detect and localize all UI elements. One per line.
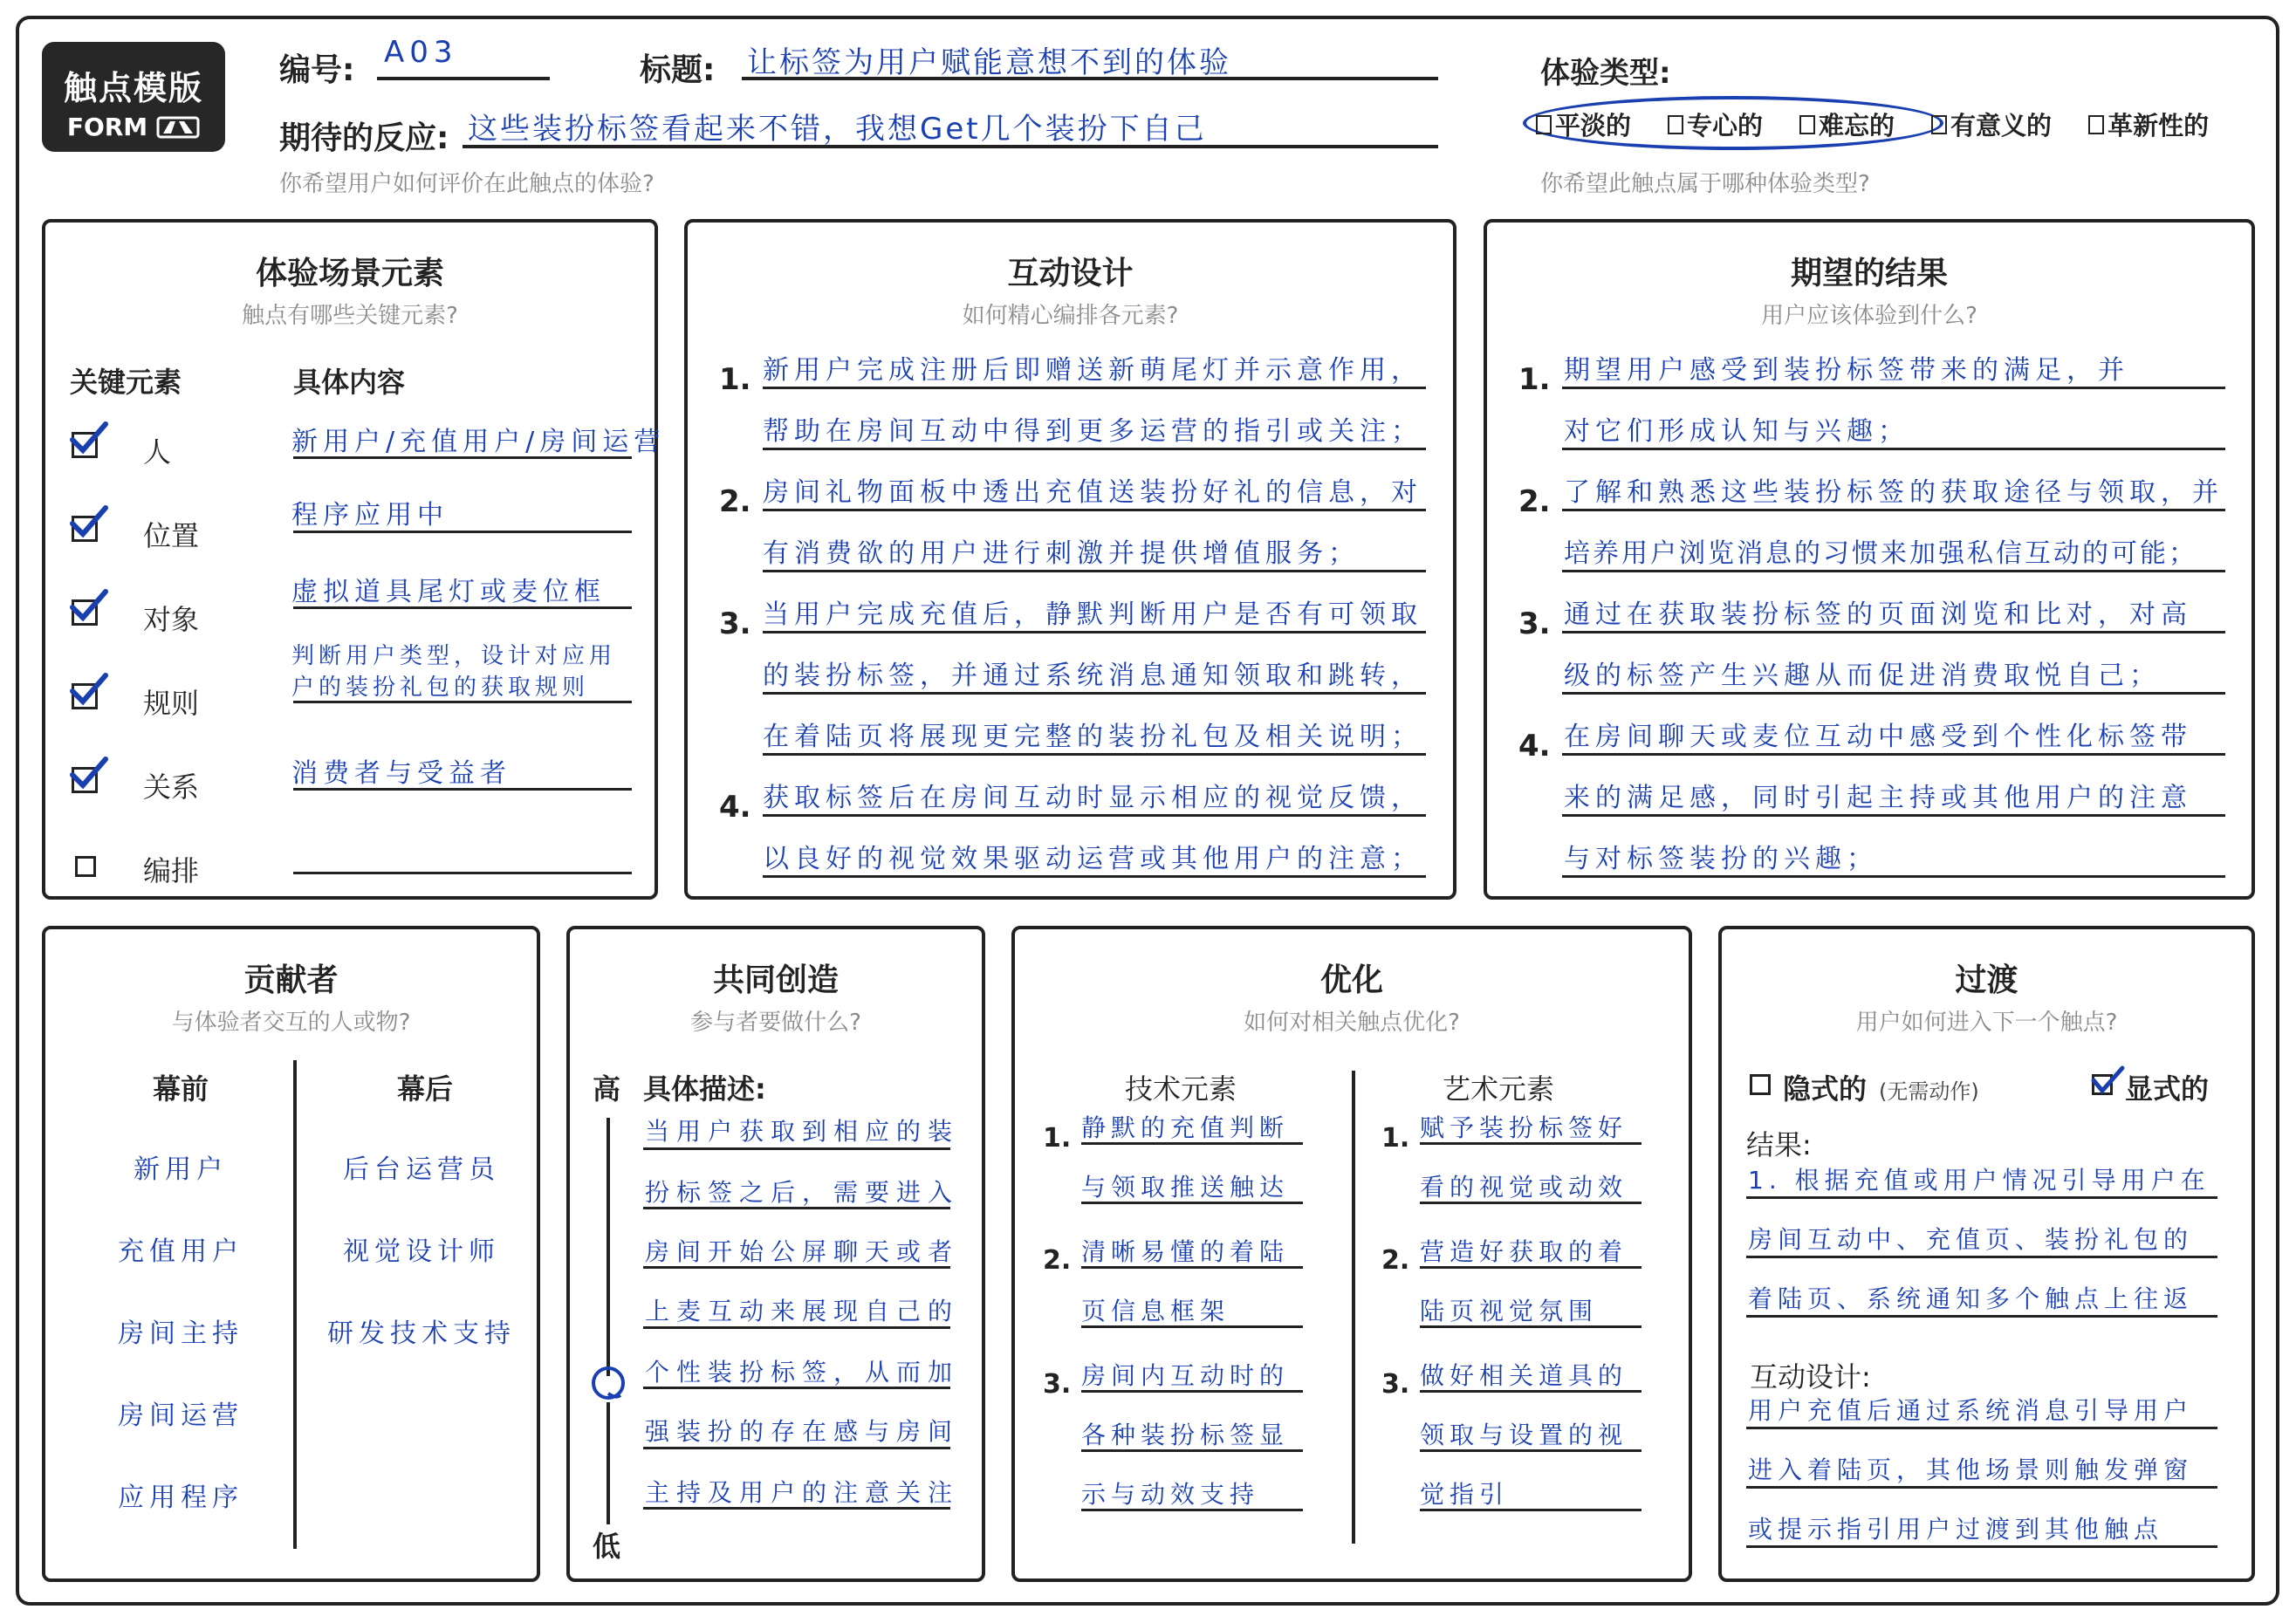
row-value-relationship[interactable]: 消费者与受益者	[291, 758, 511, 789]
row-value-location[interactable]: 程序应用中	[291, 500, 449, 531]
scale-low-label: 低	[593, 1530, 621, 1563]
checkbox-icon	[2088, 115, 2104, 134]
logo-subtitle: FORM	[66, 113, 148, 141]
front-stage-item[interactable]: 充值用户	[118, 1236, 243, 1267]
type-label: 体验类型:	[1540, 56, 1671, 91]
panel-scene-elements	[42, 219, 666, 900]
col-key-elements: 关键元素	[70, 366, 182, 399]
panel-title: 互动设计	[1007, 256, 1134, 291]
outcome-line[interactable]: 对它们形成认知与兴趣；	[1564, 416, 1909, 447]
back-stage-item[interactable]: 后台运营员	[343, 1154, 500, 1185]
panel-expected-outcome: 期望的结果 用户应该体验到什么? 1. 期望用户感受到装扮标签带来的满足，并 对它们形成认知与兴趣； 2. 了解和熟悉这些装扮标签的获取途径与领取，并 培养用户浏览消息的习惯来加强私信互动的可能； 3. 通过在获取装扮标签的页面浏览和比对，对高 级的标签产生兴趣从而促进消费取悦自己； 4. 在房间聊天或麦位互动中感受到个性化标签带 来的满足感，同时引起主持或其他用户的注意 与对标签装扮的兴趣；	[1484, 219, 2255, 900]
tech-line[interactable]: 清晰易懂的着陆	[1081, 1237, 1290, 1266]
art-line[interactable]: 看的视觉或动效	[1420, 1173, 1628, 1202]
row-label-location: 位置	[143, 519, 200, 552]
scale-slider-handle-icon[interactable]	[589, 1364, 629, 1404]
column-divider	[293, 1060, 297, 1549]
row-label-relationship: 关系	[143, 770, 200, 804]
tech-line[interactable]: 房间内互动时的	[1081, 1361, 1290, 1390]
row-value-rules-line1[interactable]: 判断用户类型，设计对应用	[291, 643, 617, 669]
reaction-underline	[463, 145, 1438, 148]
back-stage-item[interactable]: 研发技术支持	[327, 1318, 516, 1349]
art-line[interactable]: 赋予装扮标签好	[1420, 1113, 1628, 1142]
checkbox-icon	[1931, 115, 1947, 134]
id-label: 编号:	[279, 52, 355, 88]
interaction-line[interactable]: 以良好的视觉效果驱动运营或其他用户的注意；	[763, 844, 1422, 874]
result-line[interactable]: 着陆页、系统通知多个触点上往返	[1748, 1284, 2194, 1313]
checkbox-explicit[interactable]	[2092, 1074, 2113, 1095]
back-stage-item[interactable]: 视觉设计师	[343, 1236, 500, 1267]
title-underline	[742, 77, 1438, 80]
panel-title: 期望的结果	[1790, 256, 1948, 291]
checkbox-choreography[interactable]	[75, 856, 96, 877]
participation-scale-line	[607, 1118, 610, 1376]
type-option-meaningful[interactable]: 有意义的	[1931, 106, 2052, 142]
reaction-value[interactable]: 这些装扮标签看起来不错，我想Get几个装扮下自己	[468, 112, 1207, 147]
panel-subtitle: 触点有哪些关键元素?	[242, 303, 458, 329]
outcome-line[interactable]: 在房间聊天或麦位互动中感受到个性化标签带	[1564, 722, 2192, 752]
design-line[interactable]: 进入着陆页，其他场景则触发弹窗	[1748, 1455, 2194, 1484]
checkbox-object[interactable]	[72, 599, 98, 626]
row-value-rules-line2[interactable]: 户的装扮礼包的获取规则	[291, 675, 590, 701]
checkbox-icon	[1668, 115, 1683, 134]
interaction-line[interactable]: 房间礼物面板中透出充值送装扮好礼的信息，对	[763, 477, 1422, 508]
type-option-innovative[interactable]: 革新性的	[2088, 106, 2209, 142]
interaction-line[interactable]: 当用户完成充值后，静默判断用户是否有可领取	[763, 599, 1422, 630]
panel-title: 贡献者	[243, 962, 339, 998]
row-label-choreography: 编排	[143, 854, 200, 887]
result-label: 结果:	[1746, 1128, 1812, 1161]
checkbox-rules[interactable]	[72, 683, 98, 709]
tech-elements-label: 技术元素	[1124, 1072, 1237, 1106]
outcome-line[interactable]: 培养用户浏览消息的习惯来加强私信互动的可能；	[1564, 538, 2197, 569]
design-line[interactable]: 或提示指引用户过渡到其他触点	[1748, 1515, 2164, 1544]
tech-line[interactable]: 页信息框架	[1081, 1297, 1230, 1325]
outcome-line[interactable]: 期望用户感受到装扮标签带来的满足，并	[1564, 355, 2129, 386]
cocreate-line[interactable]: 当用户获取到相应的装	[645, 1117, 960, 1146]
result-line[interactable]: 1. 根据充值或用户情况引导用户在	[1748, 1166, 2210, 1195]
checkbox-location[interactable]	[72, 516, 98, 542]
cocreate-line[interactable]: 主持及用户的注意关注	[645, 1478, 960, 1507]
interaction-line[interactable]: 有消费欲的用户进行刺激并提供增值服务；	[763, 538, 1360, 569]
form-logo	[42, 42, 225, 152]
art-line[interactable]: 做好相关道具的	[1420, 1361, 1628, 1390]
row-label-object: 对象	[143, 603, 200, 636]
panel-title: 体验场景元素	[255, 256, 444, 291]
front-stage-label: 幕前	[152, 1072, 209, 1106]
art-line[interactable]: 觉指引	[1420, 1480, 1510, 1509]
implicit-note: (无需动作)	[1879, 1079, 1979, 1104]
cocreate-line[interactable]: 房间开始公屏聊天或者	[645, 1237, 960, 1266]
interaction-line[interactable]: 获取标签后在房间互动时显示相应的视觉反馈，	[763, 783, 1422, 813]
reaction-label: 期待的反应:	[279, 120, 449, 156]
checkbox-icon	[1799, 115, 1815, 134]
panel-co-creation	[566, 926, 985, 1582]
tech-line[interactable]: 各种装扮标签显	[1081, 1421, 1290, 1449]
row-label-rules: 规则	[143, 687, 200, 720]
front-stage-item[interactable]: 房间主持	[118, 1318, 243, 1349]
panel-subtitle: 参与者要做什么?	[690, 1010, 861, 1036]
row-value-choreography[interactable]	[293, 872, 632, 874]
col-details: 具体内容	[293, 366, 406, 399]
logo-title: 触点模版	[63, 69, 203, 107]
tech-line[interactable]: 静默的充值判断	[1081, 1113, 1290, 1142]
description-label: 具体描述:	[643, 1072, 766, 1106]
id-underline	[377, 77, 550, 80]
cocreate-line[interactable]: 强装扮的存在感与房间	[645, 1417, 960, 1446]
front-stage-item[interactable]: 应用程序	[118, 1483, 243, 1513]
design-line[interactable]: 用户充值后通过系统消息引导用户	[1748, 1396, 2194, 1425]
art-line[interactable]: 领取与设置的视	[1420, 1421, 1628, 1449]
cocreate-line[interactable]: 上麦互动来展现自己的	[645, 1297, 960, 1325]
interaction-line[interactable]: 新用户完成注册后即赠送新萌尾灯并示意作用，	[763, 355, 1422, 386]
explicit-label: 显式的	[2125, 1072, 2210, 1106]
cocreate-line[interactable]: 扮标签之后，需要进入	[645, 1178, 960, 1207]
outcome-line[interactable]: 级的标签产生兴趣从而促进消费取悦自己；	[1564, 661, 2161, 691]
type-hint: 你希望此触点属于哪种体验类型?	[1540, 171, 1870, 197]
checkbox-implicit[interactable]	[1750, 1074, 1771, 1095]
back-stage-label: 幕后	[396, 1072, 453, 1106]
art-line[interactable]: 陆页视觉氛围	[1420, 1297, 1599, 1325]
design-label: 互动设计:	[1750, 1360, 1871, 1394]
art-elements-label: 艺术元素	[1442, 1072, 1554, 1106]
interaction-line[interactable]: 帮助在房间互动中得到更多运营的指引或关注；	[763, 416, 1422, 447]
front-stage-item[interactable]: 房间运营	[118, 1400, 243, 1431]
panel-interaction-design: 互动设计 如何精心编排各元素? 1. 新用户完成注册后即赠送新萌尾灯并示意作用， 帮助在房间互动中得到更多运营的指引或关注； 2. 房间礼物面板中透出充值送装扮好礼的信息，对 有消费欲的用户进行刺激并提供增值服务； 3. 当用户完成充值后，静默判断用户是否有可领取 的装扮标签，并通过系统消息通知领取和跳转， 在着陆页将展现更完整的装扮礼包及相关说明； 4. 获取标签后在房间互动时显示相应的视觉反馈， 以良好的视觉效果驱动运营或其他用户的注意；	[684, 219, 1456, 900]
panel-subtitle: 如何精心编排各元素?	[962, 303, 1179, 329]
type-option-focused[interactable]: 专心的	[1668, 106, 1763, 142]
panel-title: 优化	[1319, 962, 1383, 998]
checkbox-people[interactable]	[72, 432, 98, 458]
scale-high-label: 高	[593, 1072, 621, 1106]
experience-type-options	[1536, 106, 2209, 142]
form-road-icon	[156, 116, 200, 139]
tech-line[interactable]: 与领取推送触达	[1081, 1173, 1290, 1202]
checkbox-icon	[1536, 115, 1552, 134]
panel-subtitle: 与体验者交互的人或物?	[171, 1010, 411, 1036]
panel-subtitle: 如何对相关触点优化?	[1244, 1010, 1460, 1036]
outcome-line[interactable]: 了解和熟悉这些装扮标签的获取途径与领取，并	[1564, 477, 2224, 508]
checkbox-relationship[interactable]	[72, 767, 98, 793]
panel-title: 共同创造	[712, 962, 839, 998]
row-label-people: 人	[143, 435, 172, 469]
art-line[interactable]: 营造好获取的着	[1420, 1237, 1628, 1266]
id-value[interactable]: A03	[384, 35, 458, 70]
panel-transition	[1718, 926, 2255, 1582]
type-option-plain[interactable]: 平淡的	[1536, 106, 1631, 142]
panel-subtitle: 用户应该体验到什么?	[1761, 303, 1977, 329]
implicit-label: 隐式的	[1783, 1072, 1868, 1106]
panel-subtitle: 用户如何进入下一个触点?	[1855, 1010, 2118, 1036]
interaction-line[interactable]: 的装扮标签，并通过系统消息通知领取和跳转，	[763, 661, 1422, 691]
row-value-object[interactable]: 虚拟道具尾灯或麦位框	[291, 577, 606, 607]
row-value-people[interactable]: 新用户/充值用户/房间运营	[291, 427, 666, 457]
outcome-line[interactable]: 与对标签装扮的兴趣；	[1564, 844, 1878, 874]
reaction-hint: 你希望用户如何评价在此触点的体验?	[279, 171, 655, 197]
outcome-line[interactable]: 通过在获取装扮标签的页面浏览和比对，对高	[1564, 599, 2192, 630]
cocreate-line[interactable]: 个性装扮标签，从而加	[645, 1358, 960, 1387]
panel-title: 过渡	[1955, 962, 2018, 998]
panel-optimization: 优化 如何对相关触点优化? 技术元素 艺术元素 1. 静默的充值判断 与领取推送触达 2. 清晰易懂的着陆 页信息框架 3. 房间内互动时的 各种装扮标签显 示与动效支持 1. 赋予装扮标签好 看的视觉或动效 2. 营造好获取的着 陆页视觉氛围 3. 做好相关道具的 领取与设置的视 觉指引	[1011, 926, 1692, 1582]
panel-contributors	[42, 926, 540, 1582]
title-value[interactable]: 让标签为用户赋能意想不到的体验	[747, 45, 1231, 80]
result-line[interactable]: 房间互动中、充值页、装扮礼包的	[1748, 1225, 2194, 1254]
front-stage-item[interactable]: 新用户	[134, 1154, 228, 1185]
type-option-memorable[interactable]: 难忘的	[1799, 106, 1895, 142]
column-divider	[1352, 1071, 1355, 1544]
tech-line[interactable]: 示与动效支持	[1081, 1480, 1260, 1509]
title-label: 标题:	[640, 52, 716, 88]
outcome-line[interactable]: 来的满足感，同时引起主持或其他用户的注意	[1564, 783, 2192, 813]
interaction-line[interactable]: 在着陆页将展现更完整的装扮礼包及相关说明；	[763, 722, 1422, 752]
